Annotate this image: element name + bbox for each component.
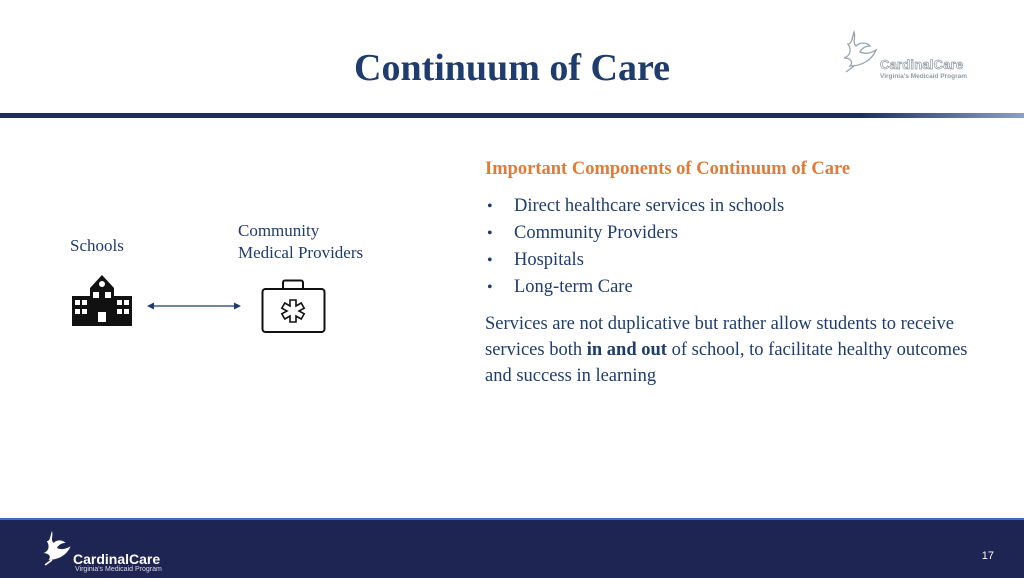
list-item-text: Hospitals — [514, 250, 584, 270]
bullet-icon: • — [487, 225, 493, 242]
cardinal-bird-icon — [840, 28, 880, 76]
list-item — [485, 247, 985, 274]
schools-label: Schools — [70, 236, 124, 255]
header-divider — [0, 113, 1024, 118]
page-number: 17 — [981, 550, 994, 562]
footer-brand-text: CardinalCare — [73, 551, 161, 567]
bullet-icon: • — [487, 198, 493, 215]
cardinalcare-logo — [840, 28, 990, 80]
medical-kit-icon — [261, 279, 327, 335]
paragraph-text-start: Services are not duplicative but rather allow students to receive services both — [485, 314, 955, 360]
cardinal-bird-icon — [40, 526, 74, 570]
footer-logo — [40, 526, 180, 574]
footer-bar — [0, 518, 1024, 578]
components-list — [485, 193, 985, 301]
paragraph-text-end: of school, to facilitate healthy outcomes and success in learning — [485, 340, 968, 386]
list-item — [485, 274, 985, 301]
list-item — [485, 220, 985, 247]
bullet-icon: • — [487, 279, 493, 296]
components-heading: Important Components of Continuum of Care — [485, 159, 851, 179]
logo-tagline: Virginia's Medicaid Program — [880, 73, 968, 80]
page-title: Continuum of Care — [354, 47, 670, 89]
logo-brand-text: CardinalCare — [880, 57, 964, 72]
school-building-icon — [72, 274, 132, 326]
double-arrow-icon — [146, 298, 242, 314]
list-item-text: Direct healthcare services in schools — [514, 196, 785, 216]
paragraph-emphasis: in and out — [586, 340, 667, 360]
community-providers-label: Community Medical Providers — [238, 221, 364, 262]
components-panel — [485, 157, 985, 389]
footer-tagline: Virginia's Medicaid Program — [75, 566, 162, 573]
services-paragraph — [485, 311, 975, 389]
list-item-text: Long-term Care — [514, 277, 633, 297]
bullet-icon: • — [487, 252, 493, 269]
list-item-text: Community Providers — [514, 223, 678, 243]
list-item — [485, 193, 985, 220]
